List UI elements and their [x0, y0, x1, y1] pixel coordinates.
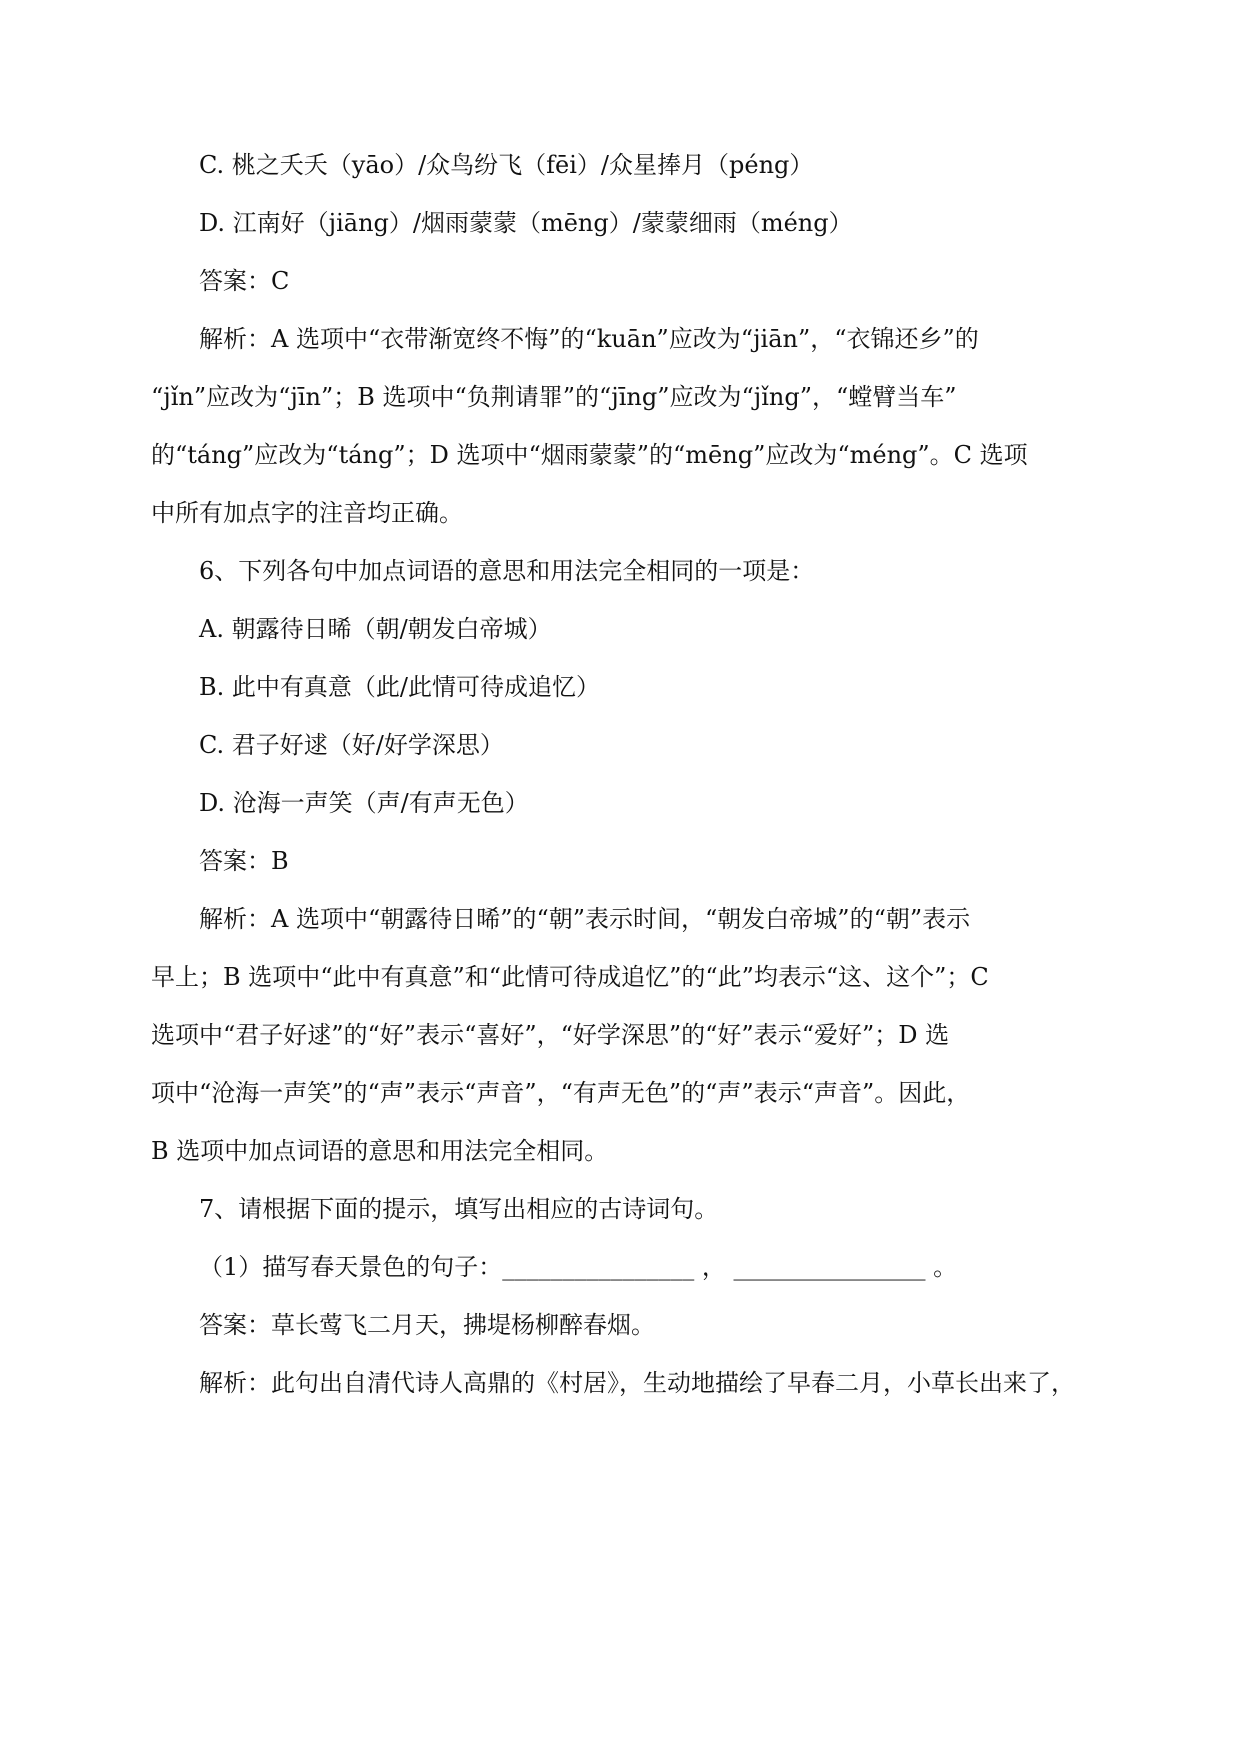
answer-line: 答案：C: [199, 267, 290, 295]
option-d-line: D. 江南好（jiāng）/烟雨蒙蒙（mēng）/蒙蒙细雨（méng）: [199, 209, 853, 237]
explanation-line: B 选项中加点词语的意思和用法完全相同。: [151, 1137, 609, 1165]
option-d-line: D. 沧海一声笑（声/有声无色）: [199, 789, 529, 817]
fill-blank-line: （1）描写春天景色的句子：________________ ， ________________ 。: [199, 1253, 958, 1281]
explanation-line: 项中“沧海一声笑”的“声”表示“声音”，“有声无色”的“声”表示“声音”。因此，: [151, 1079, 971, 1107]
option-c-line: C. 桃之夭夭（yāo）/众鸟纷飞（fēi）/众星捧月（péng）: [199, 151, 814, 179]
explanation-line: 早上；B 选项中“此中有真意”和“此情可待成追忆”的“此”均表示“这、这个”；C: [151, 963, 989, 991]
answer-line: 答案：B: [199, 847, 289, 875]
option-b-line: B. 此中有真意（此/此情可待成追忆）: [199, 673, 600, 701]
explanation-line: “jǐn”应改为“jīn”；B 选项中“负荆请罪”的“jīng”应改为“jǐng”，“螳臂当车”: [151, 383, 957, 411]
explanation-line: 解析：A 选项中“衣带渐宽终不悔”的“kuān”应改为“jiān”，“衣锦还乡”的: [199, 325, 979, 353]
explanation-line: 选项中“君子好逑”的“好”表示“喜好”，“好学深思”的“好”表示“爱好”；D 选: [151, 1021, 950, 1049]
answer-line: 答案：草长莺飞二月天，拂堤杨柳醉春烟。: [199, 1311, 655, 1339]
explanation-line: 的“táng”应改为“táng”；D 选项中“烟雨蒙蒙”的“mēng”应改为“méng”。C 选项: [151, 441, 1028, 469]
explanation-line: 解析：此句出自清代诗人高鼎的《村居》，生动地描绘了早春二月，小草长出来了，: [199, 1369, 1075, 1397]
option-c-line: C. 君子好逑（好/好学深思）: [199, 731, 504, 759]
question-7-line: 7、请根据下面的提示，填写出相应的古诗词句。: [199, 1195, 719, 1223]
explanation-line: 中所有加点字的注音均正确。: [151, 499, 463, 527]
explanation-line: 解析：A 选项中“朝露待日晞”的“朝”表示时间，“朝发白帝城”的“朝”表示: [199, 905, 971, 933]
option-a-line: A. 朝露待日晞（朝/朝发白帝城）: [199, 615, 552, 643]
question-6-line: 6、下列各句中加点词语的意思和用法完全相同的一项是：: [199, 557, 815, 585]
